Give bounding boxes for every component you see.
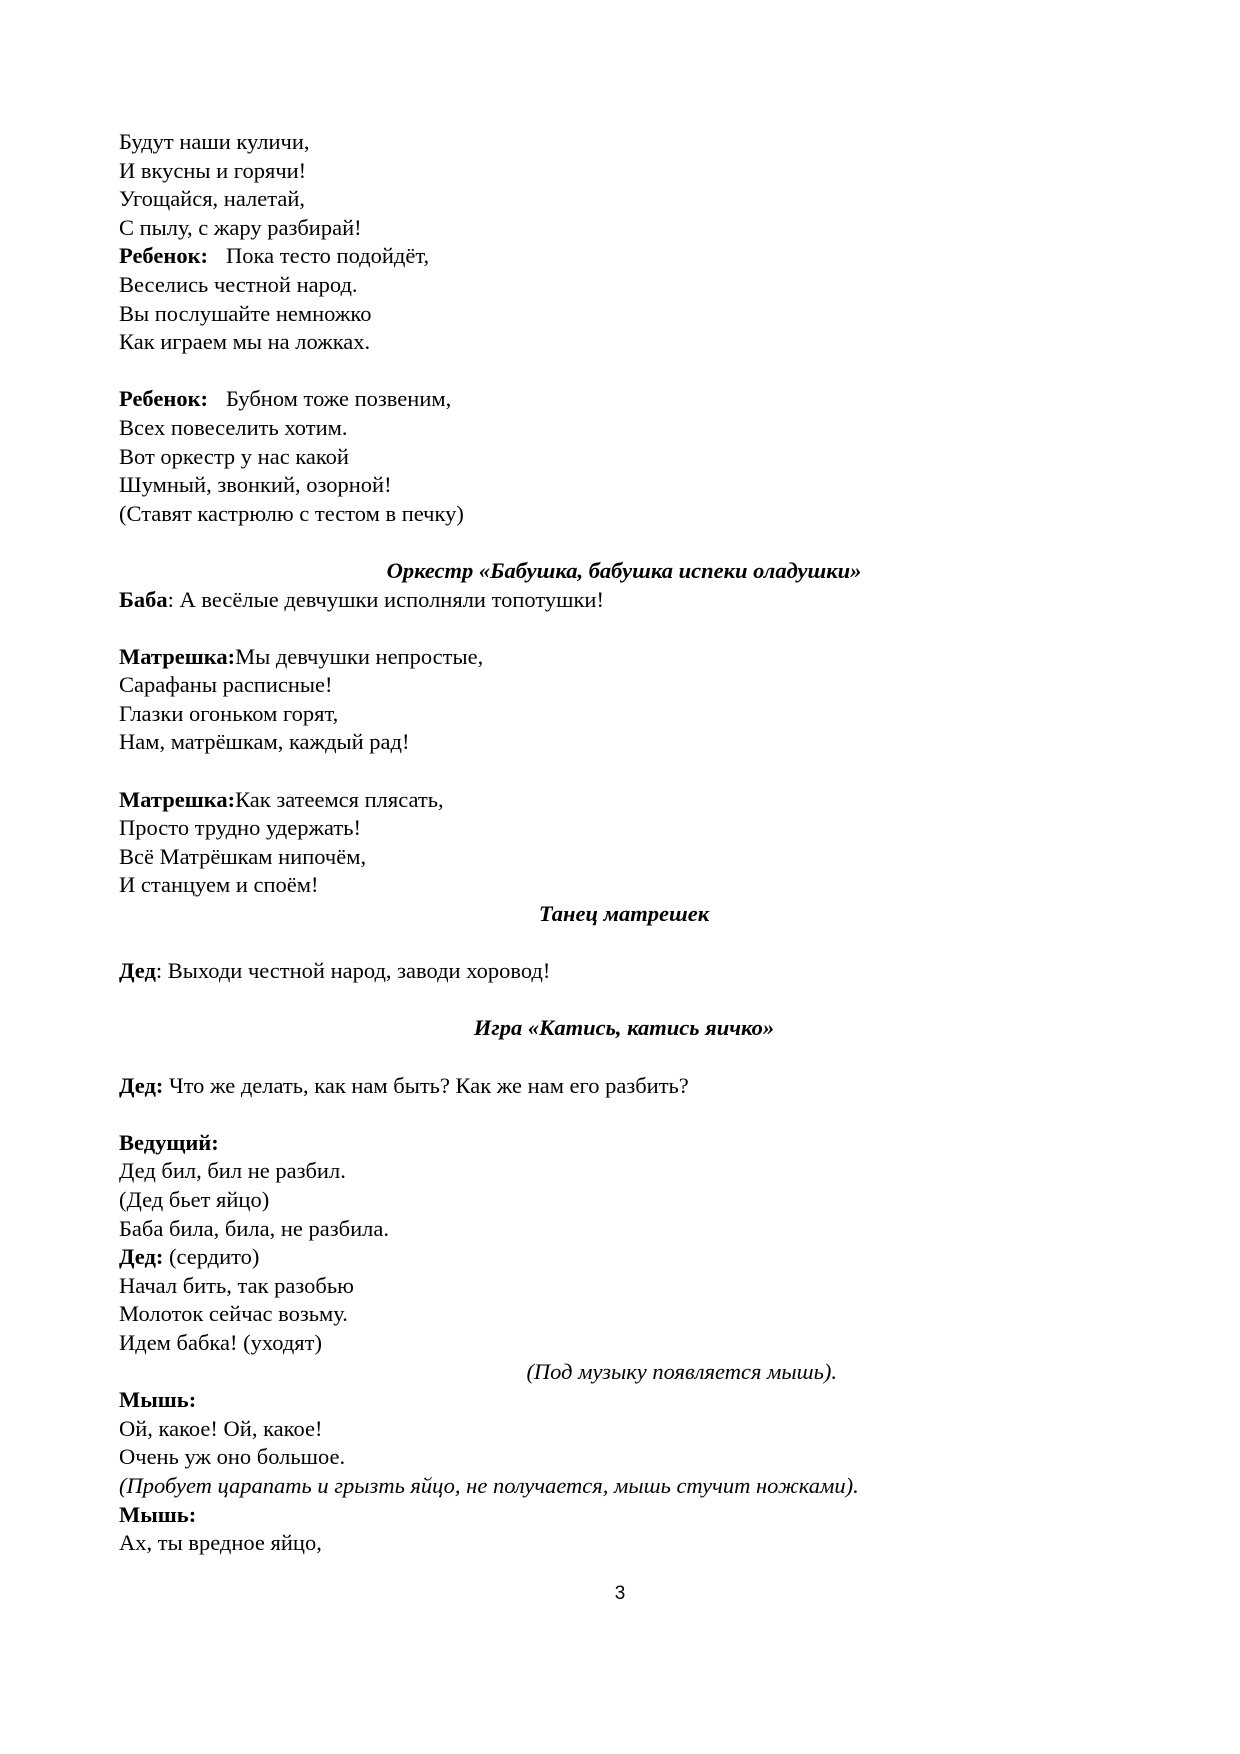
text-line: Идем бабка! (уходят) xyxy=(119,1329,322,1355)
page-number: 3 xyxy=(614,1583,626,1604)
speaker-text: : А весёлые девчушки исполняли топотушки! xyxy=(167,586,604,612)
stage-direction: (Дед бьет яйцо) xyxy=(119,1186,270,1212)
stage-direction: (Пробует царапать и грызть яйцо, не получается, мышь стучит ножками). xyxy=(119,1472,859,1498)
speaker-line xyxy=(119,586,1129,615)
speaker-line xyxy=(119,957,1129,986)
section-heading: Танец матрешек xyxy=(538,901,710,927)
speaker-name: Мышь: xyxy=(119,1387,197,1413)
text-line: Угощайся, налетай, xyxy=(119,186,306,212)
text-line: Как играем мы на ложках. xyxy=(119,329,371,355)
stage-direction: (Под музыку появляется мышь). xyxy=(526,1358,837,1384)
text-line: Нам, матрёшкам, каждый рад! xyxy=(119,729,410,755)
speaker-name: Ребенок: xyxy=(119,243,209,269)
speaker-line xyxy=(119,385,1129,414)
speaker-text: Пока тесто подойдёт, xyxy=(226,243,430,269)
speaker-name: Матрешка: xyxy=(119,786,236,812)
speaker-text: Мы девчушки непростые, xyxy=(235,643,484,669)
speaker-name: Ребенок: xyxy=(119,386,209,412)
speaker-line xyxy=(119,242,1129,271)
speaker-line xyxy=(119,1072,1129,1101)
section-heading: Оркестр «Бабушка, бабушка испеки оладушки» xyxy=(386,557,862,583)
text-line: Сарафаны расписные! xyxy=(119,672,333,698)
text-line: Дед бил, бил не разбил. xyxy=(119,1158,346,1184)
speaker-line xyxy=(119,786,1129,815)
text-line: Очень уж оно большое. xyxy=(119,1444,346,1470)
text-line: Всё Матрёшкам нипочём, xyxy=(119,843,367,869)
speaker-name: Дед xyxy=(119,958,156,984)
text-line: Начал бить, так разобью xyxy=(119,1272,354,1298)
speaker-line xyxy=(119,1243,1129,1272)
speaker-name: Баба xyxy=(119,586,168,612)
section-heading: Игра «Катись, катись яичко» xyxy=(473,1015,775,1041)
text-line: Вот оркестр у нас какой xyxy=(119,443,349,469)
speaker-name: Мышь: xyxy=(119,1501,197,1527)
text-line: Баба била, била, не разбила. xyxy=(119,1215,389,1241)
speaker-text: Бубном тоже позвеним, xyxy=(226,386,452,412)
text-line: И станцуем и споём! xyxy=(119,872,319,898)
text-line: Просто трудно удержать! xyxy=(119,815,362,841)
text-line: Ах, ты вредное яйцо, xyxy=(119,1530,322,1556)
text-line: Веселись честной народ. xyxy=(119,271,358,297)
text-line: Будут наши куличи, xyxy=(119,129,310,154)
text-line: И вкусны и горячи! xyxy=(119,157,307,183)
text-line: Всех повеселить хотим. xyxy=(119,414,348,440)
speaker-text: : Выходи честной народ, заводи хоровод! xyxy=(155,958,551,984)
text-line: Молоток сейчас возьму. xyxy=(119,1301,348,1327)
text-line: Шумный, звонкий, озорной! xyxy=(119,472,392,498)
stage-direction: (Ставят кастрюлю с тестом в печку) xyxy=(119,500,464,526)
speaker-text: Как затеемся плясать, xyxy=(235,786,444,812)
speaker-name: Дед: xyxy=(119,1244,164,1270)
speaker-name: Дед: xyxy=(119,1072,164,1098)
text-line: Ой, какое! Ой, какое! xyxy=(119,1415,323,1441)
speaker-text: (сердито) xyxy=(163,1244,260,1270)
speaker-name: Матрешка: xyxy=(119,643,236,669)
speaker-text: Что же делать, как нам быть? Как же нам его разбить? xyxy=(163,1072,689,1098)
text-line: Глазки огоньком горят, xyxy=(119,700,339,726)
document-page xyxy=(119,128,1129,1558)
speaker-line xyxy=(119,643,1129,672)
speaker-name: Ведущий: xyxy=(119,1129,219,1155)
text-line: С пылу, с жару разбирай! xyxy=(119,214,362,240)
text-line: Вы послушайте немножко xyxy=(119,300,372,326)
